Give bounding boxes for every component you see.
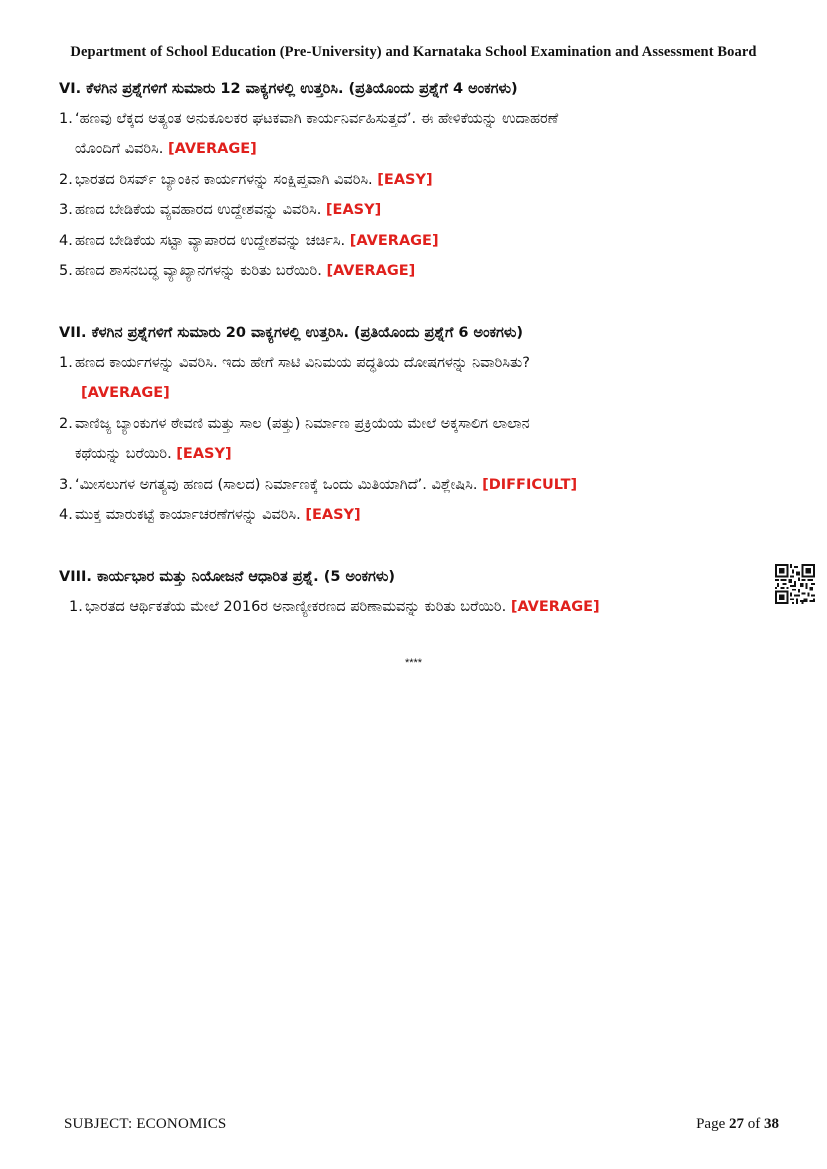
page-header: Department of School Education (Pre-University) and Karnataka School Examination and Assessment Board	[70, 44, 757, 60]
question-number: 4.	[59, 233, 73, 249]
difficulty-tag: [AVERAGE]	[326, 263, 416, 279]
question-number: 1.	[59, 355, 73, 371]
question-continuation	[59, 139, 558, 159]
page-total: 38	[764, 1116, 779, 1132]
section-title: VII. ಕೆಳಗಿನ ಪ್ರಶ್ನೆಗಳಿಗೆ ಸುಮಾರು 20 ವಾಕ್ಯಗಳಲ್ಲಿ ಉತ್ತರಿಸಿ. (ಪ್ರತಿಯೊಂದು ಪ್ರಶ್ನೆಗೆ 6 ಅಂಕಗಳು)	[59, 325, 524, 341]
section-vi	[59, 79, 779, 279]
question-item	[59, 109, 558, 159]
question-number: 4.	[59, 507, 73, 523]
question-item	[59, 261, 415, 281]
section-title: VI. ಕೆಳಗಿನ ಪ್ರಶ್ನೆಗಳಿಗೆ ಸುಮಾರು 12 ವಾಕ್ಯಗಳಲ್ಲಿ ಉತ್ತರಿಸಿ. (ಪ್ರತಿಯೊಂದು ಪ್ರಶ್ನೆಗೆ 4 ಅಂಕಗಳು)	[59, 81, 518, 97]
difficulty-tag: [EASY]	[305, 507, 361, 523]
difficulty-tag: [AVERAGE]	[167, 141, 257, 157]
question-text: ಹಣದ ಶಾಸನಬದ್ಧ ವ್ಯಾಖ್ಯಾನಗಳನ್ನು ಕುರಿತು ಬರೆಯಿರಿ.	[75, 263, 322, 279]
question-item	[59, 414, 530, 464]
question-text-continued: ಕಥೆಯನ್ನು ಬರೆಯಿರಿ.	[75, 446, 172, 462]
question-text: ‘ಹಣವು ಲೆಕ್ಕದ ಅತ್ಯಂತ ಅನುಕೂಲಕರ ಘಟಕವಾಗಿ ಕಾರ್ಯನಿರ್ವಹಿಸುತ್ತದೆ’. ಈ ಹೇಳಿಕೆಯನ್ನು ಉದಾಹರಣೆ	[75, 111, 559, 127]
question-number: 1.	[59, 111, 73, 127]
difficulty-tag: [AVERAGE]	[510, 599, 600, 615]
question-number: 5.	[59, 263, 73, 279]
difficulty-tag: [DIFFICULT]	[482, 477, 578, 493]
question-text: ವಾಣಿಜ್ಯ ಬ್ಯಾಂಕುಗಳ ಠೇವಣಿ ಮತ್ತು ಸಾಲ (ಪತ್ತು) ನಿರ್ಮಾಣ ಪ್ರಕ್ರಿಯೆಯ ಮೇಲೆ ಅಕ್ಕಸಾಲಿಗ ಲಾಲಾನ	[75, 416, 530, 432]
question-text: ಹಣದ ಕಾರ್ಯಗಳನ್ನು ವಿವರಿಸಿ. ಇದು ಹೇಗೆ ಸಾಟಿ ವಿನಿಮಯ ಪದ್ಧತಿಯ ದೋಷಗಳನ್ನು ನಿವಾರಿಸಿತು?	[75, 355, 530, 371]
question-item	[59, 475, 577, 495]
page-of: of	[747, 1116, 761, 1132]
difficulty-tag: [EASY]	[325, 202, 382, 218]
question-item	[69, 597, 600, 617]
difficulty-tag: [AVERAGE]	[349, 233, 439, 249]
section-vii	[59, 323, 779, 523]
question-item	[59, 353, 530, 403]
question-continuation	[59, 444, 530, 464]
question-number: 2.	[59, 416, 73, 432]
page-word: Page	[696, 1116, 726, 1132]
question-item	[59, 200, 381, 220]
section-title: VIII. ಕಾರ್ಯಭಾರ ಮತ್ತು ನಿಯೋಜನೆ ಆಧಾರಿತ ಪ್ರಶ್ನೆ. (5 ಅಂಕಗಳು)	[59, 569, 395, 585]
question-item	[59, 505, 361, 525]
question-number: 3.	[59, 202, 73, 218]
difficulty-tag: [EASY]	[176, 446, 232, 462]
question-number: 3.	[59, 477, 73, 493]
question-text: ಭಾರತದ ಆರ್ಥಿಕತೆಯ ಮೇಲೆ 2016ರ ಅನಾಣ್ಯೀಕರಣದ ಪರಿಣಾಮವನ್ನು ಕುರಿತು ಬರೆಯಿರಿ.	[85, 599, 507, 615]
question-text: ‘ಮೀಸಲುಗಳ ಅಗತ್ಯವು ಹಣದ (ಸಾಲದ) ನಿರ್ಮಾಣಕ್ಕೆ ಒಂದು ಮಿತಿಯಾಗಿದೆ’. ವಿಶ್ಲೇಷಿಸಿ.	[75, 477, 478, 493]
footer-subject: SUBJECT: ECONOMICS	[64, 1116, 227, 1132]
question-continuation	[59, 383, 530, 403]
question-text: ಹಣದ ಬೇಡಿಕೆಯ ವ್ಯವಹಾರದ ಉದ್ದೇಶವನ್ನು ವಿವರಿಸಿ.	[75, 202, 322, 218]
section-viii	[59, 567, 779, 615]
question-item	[59, 170, 433, 190]
difficulty-tag: [EASY]	[377, 172, 433, 188]
question-text: ಮುಕ್ತ ಮಾರುಕಟ್ಟೆ ಕಾರ್ಯಾಚರಣೆಗಳನ್ನು ವಿವರಿಸಿ.	[75, 507, 301, 523]
difficulty-tag: [AVERAGE]	[81, 385, 170, 401]
footer-page-number	[696, 1116, 779, 1133]
page-current: 27	[729, 1116, 744, 1132]
question-number: 2.	[59, 172, 73, 188]
question-text: ಭಾರತದ ರಿಸರ್ವ್ ಬ್ಯಾಂಕಿನ ಕಾರ್ಯಗಳನ್ನು ಸಂಕ್ಷಿಪ್ತವಾಗಿ ವಿವರಿಸಿ.	[75, 172, 373, 188]
question-item	[59, 231, 439, 251]
question-text: ಹಣದ ಬೇಡಿಕೆಯ ಸಟ್ಟಾ ವ್ಯಾಪಾರದ ಉದ್ದೇಶವನ್ನು ಚರ್ಚಿಸಿ.	[75, 233, 346, 249]
qr-code-icon	[775, 564, 815, 604]
end-marker: ****	[404, 657, 423, 669]
question-number: 1.	[69, 599, 83, 615]
question-text-continued: ಯೊಂದಿಗೆ ವಿವರಿಸಿ.	[75, 141, 164, 157]
